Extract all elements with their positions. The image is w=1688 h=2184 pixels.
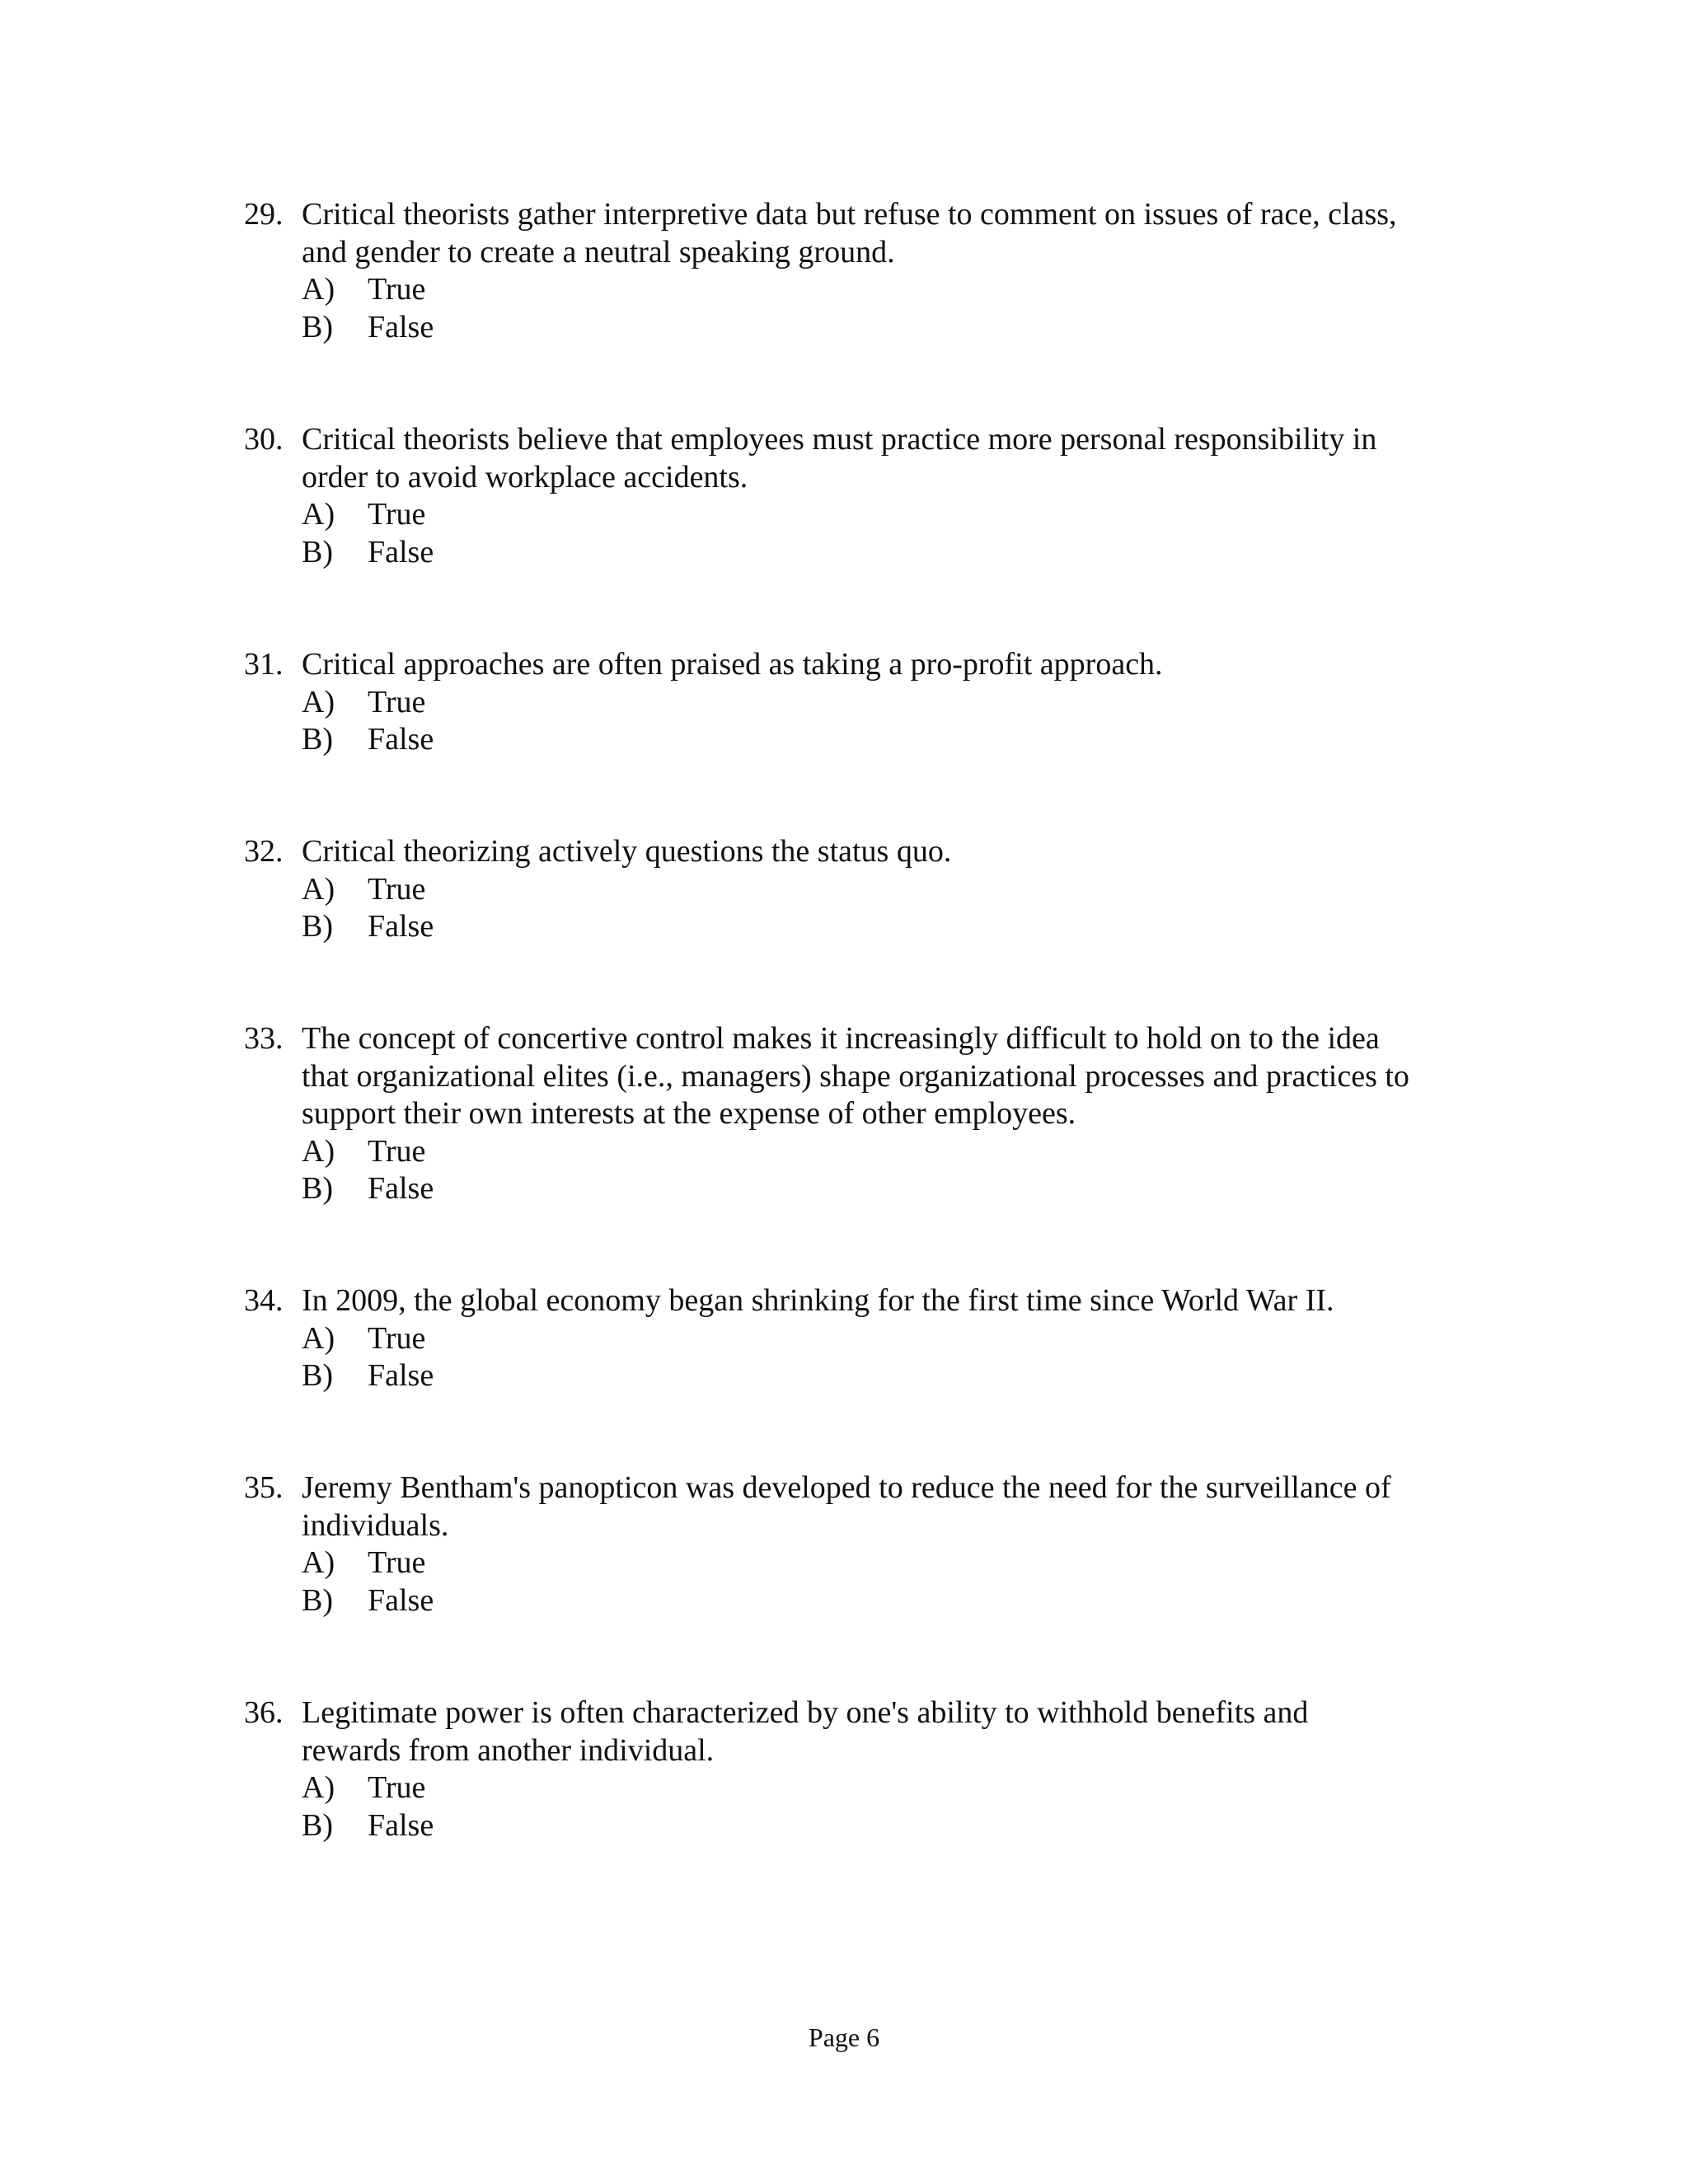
choice-a: [302, 496, 1480, 534]
choice-text: True: [368, 1770, 426, 1805]
choice-text: False: [368, 534, 434, 569]
question-number: 31.: [244, 647, 284, 682]
choice-text: True: [368, 1133, 426, 1169]
question-number: 32.: [244, 834, 284, 869]
choice-b: [302, 1582, 1480, 1620]
choice-text: False: [368, 909, 434, 944]
choice-text: False: [368, 1358, 434, 1393]
choice-letter: B): [302, 534, 333, 569]
question-29: [244, 196, 1480, 346]
question-text: Jeremy Bentham's panopticon was developed to reduce the need for the surveillance of individuals.: [302, 1470, 1391, 1543]
question-text: The concept of concertive control makes it increasingly difficult to hold on to the idea that organizational elites (i.e., managers) shape organizational processes and practices to support their own interests at the expense of other employees.: [302, 1021, 1409, 1131]
choice-letter: A): [302, 1133, 335, 1169]
question-number: 35.: [244, 1470, 284, 1505]
choice-text: False: [368, 722, 434, 757]
choice-a: [302, 1133, 1480, 1171]
question-31: [244, 646, 1480, 759]
question-text: Critical approaches are often praised as taking a pro-profit approach.: [302, 647, 1163, 682]
choice-letter: A): [302, 1320, 335, 1356]
choice-b: [302, 1170, 1480, 1208]
choice-a: [302, 871, 1480, 909]
question-35: [244, 1469, 1480, 1619]
choice-b: [302, 309, 1480, 347]
choice-letter: A): [302, 1545, 335, 1580]
choice-b: [302, 908, 1480, 946]
choice-text: False: [368, 309, 434, 344]
choice-b: [302, 1357, 1480, 1395]
choice-letter: B): [302, 1171, 333, 1206]
choice-letter: A): [302, 684, 335, 719]
question-number: 29.: [244, 197, 284, 232]
choice-b: [302, 1807, 1480, 1845]
choice-letter: B): [302, 1807, 333, 1843]
question-36: [244, 1694, 1480, 1844]
choice-b: [302, 534, 1480, 572]
question-text: Critical theorizing actively questions the status quo.: [302, 834, 952, 869]
choice-a: [302, 1320, 1480, 1358]
choice-text: True: [368, 497, 426, 532]
choice-letter: B): [302, 722, 333, 757]
choice-letter: B): [302, 309, 333, 344]
choice-text: True: [368, 272, 426, 307]
choice-letter: A): [302, 497, 335, 532]
question-text: Critical theorists gather interpretive data but refuse to comment on issues of race, class, and gender to create a neutral speaking ground.: [302, 197, 1397, 269]
question-34: [244, 1282, 1480, 1395]
choice-a: [302, 271, 1480, 309]
question-number: 34.: [244, 1283, 284, 1318]
question-number: 36.: [244, 1695, 284, 1730]
question-30: [244, 421, 1480, 571]
choice-text: True: [368, 871, 426, 907]
choice-text: True: [368, 684, 426, 719]
question-33: [244, 1020, 1480, 1208]
choice-letter: A): [302, 1770, 335, 1805]
choice-text: True: [368, 1320, 426, 1356]
choice-letter: B): [302, 1582, 333, 1618]
choice-text: False: [368, 1171, 434, 1206]
choice-letter: A): [302, 272, 335, 307]
question-text: Critical theorists believe that employees must practice more personal responsibility in order to avoid workplace accidents.: [302, 422, 1377, 494]
choice-letter: A): [302, 871, 335, 907]
choice-letter: B): [302, 909, 333, 944]
page-number: Page 6: [808, 2022, 880, 2052]
choice-a: [302, 684, 1480, 722]
choice-b: [302, 721, 1480, 759]
choice-a: [302, 1769, 1480, 1807]
choice-a: [302, 1544, 1480, 1582]
choice-text: False: [368, 1582, 434, 1618]
choice-text: False: [368, 1807, 434, 1843]
question-number: 30.: [244, 422, 284, 457]
question-number: 33.: [244, 1021, 284, 1056]
question-text: Legitimate power is often characterized by one's ability to withhold benefits and rewards from another individual.: [302, 1695, 1309, 1768]
question-32: [244, 833, 1480, 946]
choice-text: True: [368, 1545, 426, 1580]
question-text: In 2009, the global economy began shrinking for the first time since World War II.: [302, 1283, 1334, 1318]
choice-letter: B): [302, 1358, 333, 1393]
